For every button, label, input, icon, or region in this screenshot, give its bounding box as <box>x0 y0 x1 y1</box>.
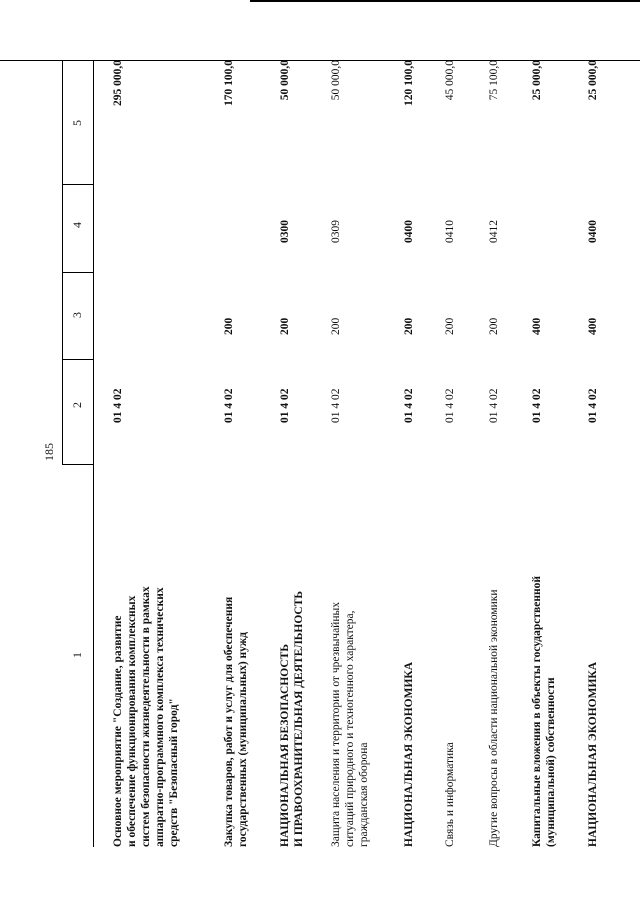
row-4-amount: 50 000,0 <box>330 60 342 101</box>
row-2-amount: 170 100,0 <box>223 60 235 106</box>
header-bottom-rule <box>93 60 94 847</box>
header-col-1: 1 <box>70 652 84 658</box>
header-divider-1 <box>62 464 94 465</box>
header-divider-3 <box>62 272 94 273</box>
row-5-description: НАЦИОНАЛЬНАЯ ЭКОНОМИКА <box>403 661 415 847</box>
row-1-amount: 295 000,0 <box>112 60 124 106</box>
header-col-2: 2 <box>70 402 84 408</box>
row-8-vr: 400 <box>531 317 543 335</box>
row-9-section: 0400 <box>587 220 599 243</box>
row-2-description: Закупка товаров, работ и услуг для обеспечения государственных (муниципальных) нужд <box>223 596 249 847</box>
row-5-amount: 120 100,0 <box>403 60 415 106</box>
row-5-vr: 200 <box>403 317 415 335</box>
scan-edge-line <box>250 0 640 2</box>
row-2-vr: 200 <box>223 317 235 335</box>
row-1-description: Основное мероприятие "Создание, развитие и обеспечение функционирования комплексных систем безопасности жизнедеятельности в рамках аппаратно-программного комплекса технических средств "Безопасный город" <box>112 586 180 847</box>
row-5-section: 0400 <box>403 220 415 243</box>
row-6-amount: 45 000,0 <box>444 60 456 101</box>
header-top-rule <box>62 60 63 465</box>
right-edge-line <box>0 60 640 61</box>
row-4-vr: 200 <box>330 317 342 335</box>
row-4-description: Защита населения и территории от чрезвычайных ситуаций природного и техногенного характера, гражданская оборона <box>330 602 370 847</box>
row-2-code: 01 4 02 <box>223 388 235 423</box>
row-6-vr: 200 <box>444 317 456 335</box>
row-3-section: 0300 <box>279 220 291 243</box>
row-3-vr: 200 <box>279 317 291 335</box>
row-5-code: 01 4 02 <box>403 388 415 423</box>
row-7-section: 0412 <box>488 220 500 243</box>
row-9-description: НАЦИОНАЛЬНАЯ ЭКОНОМИКА <box>587 661 599 847</box>
row-6-description: Связь и информатика <box>444 742 456 847</box>
row-8-code: 01 4 02 <box>531 388 543 423</box>
row-8-amount: 25 000,0 <box>531 60 543 101</box>
row-9-vr: 400 <box>587 317 599 335</box>
row-1-code: 01 4 02 <box>112 388 124 423</box>
row-7-description: Другие вопросы в области национальной экономики <box>488 589 500 847</box>
header-col-3: 3 <box>70 312 84 318</box>
header-divider-4 <box>62 184 94 185</box>
row-6-section: 0410 <box>444 220 456 243</box>
row-4-code: 01 4 02 <box>330 388 342 423</box>
row-7-code: 01 4 02 <box>488 388 500 423</box>
row-8-description: Капитальные вложения в объекты государственной (муниципальной) собственности <box>531 576 557 847</box>
row-3-code: 01 4 02 <box>279 388 291 423</box>
page-number: 185 <box>42 443 56 461</box>
row-9-code: 01 4 02 <box>587 388 599 423</box>
row-3-amount: 50 000,0 <box>279 60 291 101</box>
row-7-amount: 75 100,0 <box>488 60 500 101</box>
header-divider-2 <box>62 359 94 360</box>
header-col-5: 5 <box>70 120 84 126</box>
row-9-amount: 25 000,0 <box>587 60 599 101</box>
row-3-description: НАЦИОНАЛЬНАЯ БЕЗОПАСНОСТЬ И ПРАВООХРАНИТЕЛЬНАЯ ДЕЯТЕЛЬНОСТЬ <box>279 591 305 847</box>
header-col-4: 4 <box>70 222 84 228</box>
row-4-section: 0309 <box>330 220 342 243</box>
row-6-code: 01 4 02 <box>444 388 456 423</box>
row-7-vr: 200 <box>488 317 500 335</box>
